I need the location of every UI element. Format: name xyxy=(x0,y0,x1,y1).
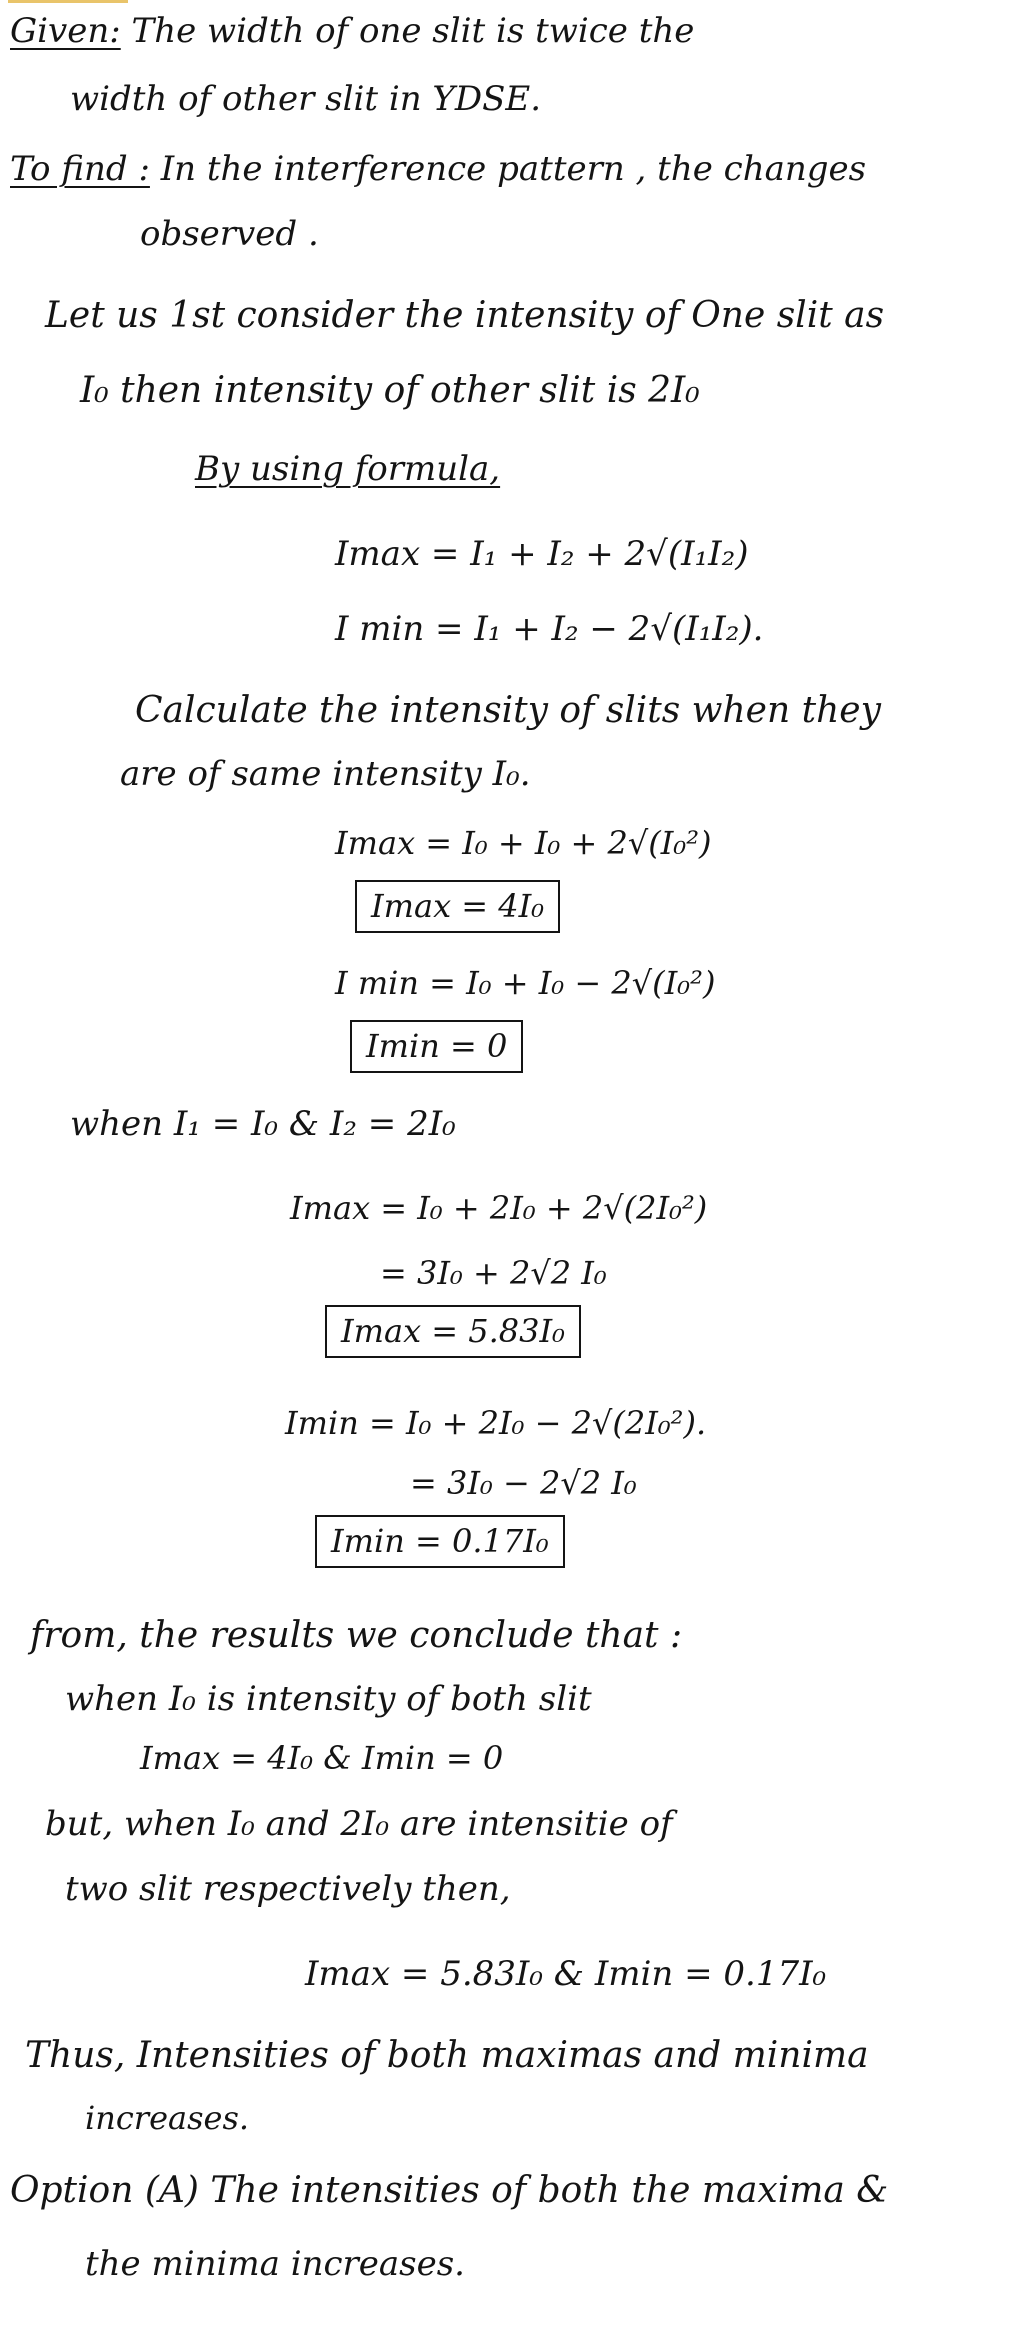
given-line-2: width of other slit in YDSE. xyxy=(70,79,542,119)
different-imin-eq: Imin = I₀ + 2I₀ − 2√(2I₀²). xyxy=(285,1404,707,1442)
intro-line-2: I₀ then intensity of other slit is 2I₀ xyxy=(80,370,700,411)
answer-line-1: Option (A) The intensities of both the maxima & xyxy=(10,2170,889,2211)
conclusion-line-6: Imax = 5.83I₀ & Imin = 0.17I₀ xyxy=(305,1954,827,1994)
different-imin-step: = 3I₀ − 2√2 I₀ xyxy=(410,1464,637,1502)
answer-line-2: the minima increases. xyxy=(85,2244,465,2284)
conclusion-line-2: when I₀ is intensity of both slit xyxy=(65,1679,592,1719)
same-imin-eq: I min = I₀ + I₀ − 2√(I₀²) xyxy=(335,964,716,1002)
different-condition: when I₁ = I₀ & I₂ = 2I₀ xyxy=(70,1104,456,1144)
to-find-text-1: In the interference pattern , the changes xyxy=(160,149,867,189)
conclusion-line-7: Thus, Intensities of both maximas and minima xyxy=(25,2035,869,2076)
same-imin-result: Imin = 0 xyxy=(350,1020,523,1073)
to-find-label: To find : xyxy=(10,149,150,189)
same-line-2: are of same intensity I₀. xyxy=(120,754,531,794)
same-line-1: Calculate the intensity of slits when they xyxy=(135,690,881,731)
conclusion-line-5: two slit respectively then, xyxy=(65,1869,511,1909)
different-imax-step: = 3I₀ + 2√2 I₀ xyxy=(380,1254,607,1292)
formula-intro: By using formula, xyxy=(195,449,501,489)
conclusion-line-1: from, the results we conclude that : xyxy=(30,1615,683,1656)
conclusion-line-4: but, when I₀ and 2I₀ are intensitie of xyxy=(45,1804,673,1844)
given-label: Given: xyxy=(10,11,121,51)
different-imax-result: Imax = 5.83I₀ xyxy=(325,1305,581,1358)
formula-imax: Imax = I₁ + I₂ + 2√(I₁I₂) xyxy=(335,534,749,574)
conclusion-line-8: increases. xyxy=(85,2099,250,2137)
formula-imin: I min = I₁ + I₂ − 2√(I₁I₂). xyxy=(335,609,764,649)
same-imax-result: Imax = 4I₀ xyxy=(355,880,560,933)
conclusion-line-3: Imax = 4I₀ & Imin = 0 xyxy=(140,1739,504,1777)
given-line-1 xyxy=(10,12,694,51)
highlight-mark xyxy=(8,0,128,3)
given-text-1: The width of one slit is twice the xyxy=(131,11,695,51)
to-find-line-1 xyxy=(10,150,866,189)
different-imin-result: Imin = 0.17I₀ xyxy=(315,1515,565,1568)
different-imax-eq: Imax = I₀ + 2I₀ + 2√(2I₀²) xyxy=(290,1189,708,1227)
intro-line-1: Let us 1st consider the intensity of One slit as xyxy=(45,295,885,336)
to-find-line-2: observed . xyxy=(140,214,319,254)
same-imax-eq: Imax = I₀ + I₀ + 2√(I₀²) xyxy=(335,824,712,862)
